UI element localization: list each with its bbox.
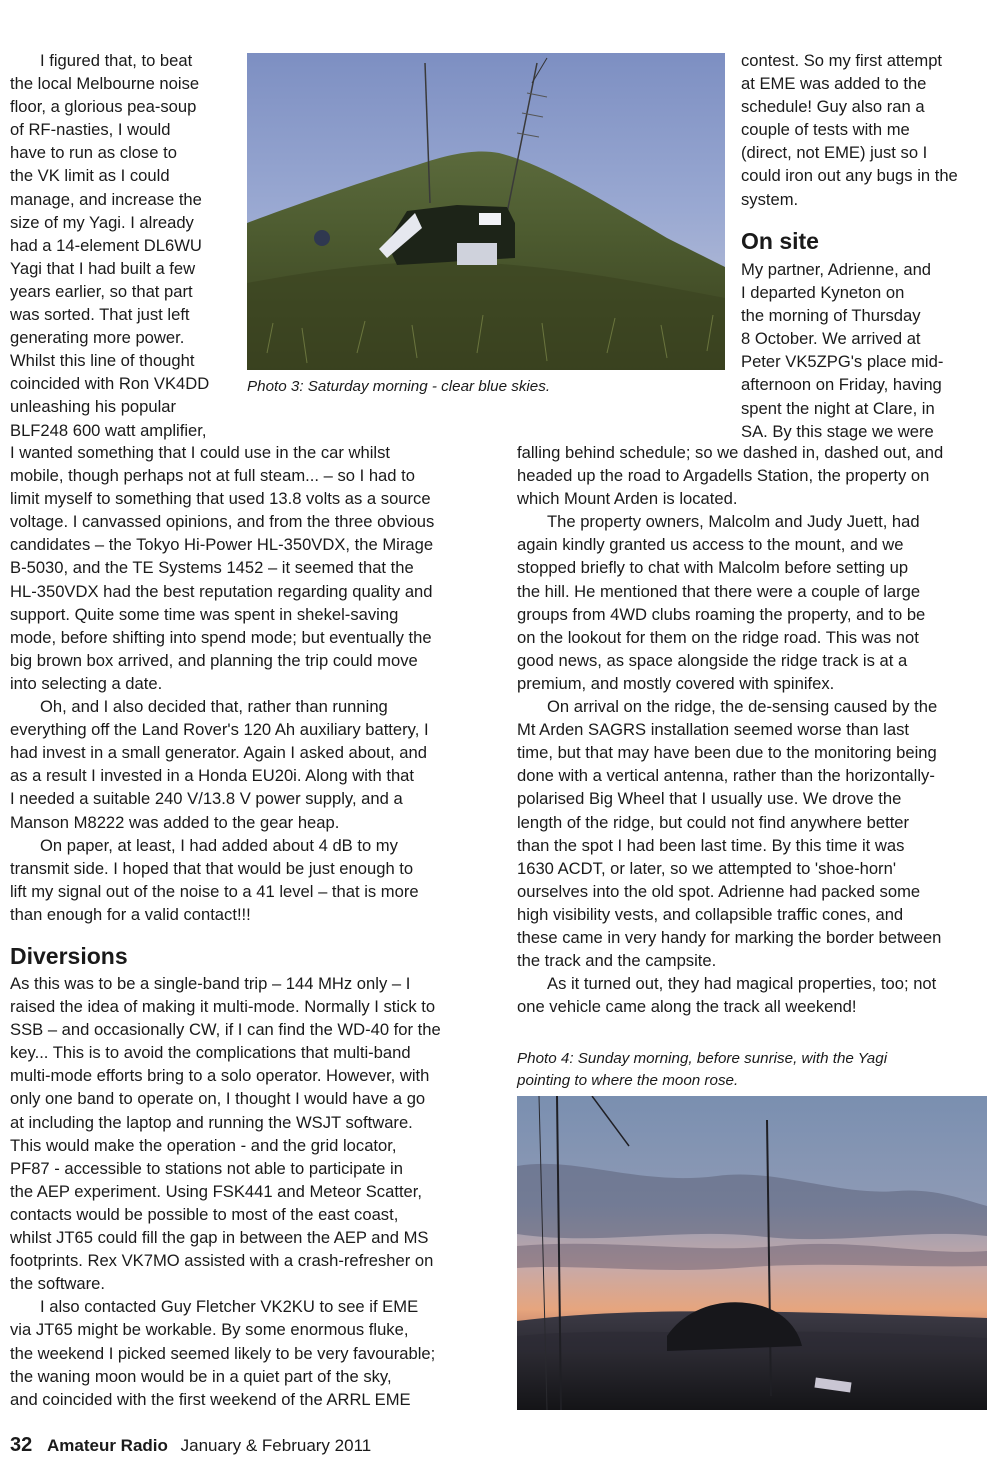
- text-line: couple of tests with me: [741, 120, 910, 140]
- text-line: good news, as space alongside the ridge track is at a: [517, 650, 908, 670]
- text-line: transmit side. I hoped that that would be just enough to: [10, 858, 414, 878]
- text-line: I also contacted Guy Fletcher VK2KU to see if EME: [40, 1297, 419, 1317]
- text-line: mobile, though perhaps not at full steam... – so I had to: [10, 466, 415, 486]
- text-line: floor, a glorious pea-soup: [10, 97, 197, 117]
- text-line: lift my signal out of the noise to a 41 level – that is more: [10, 881, 419, 901]
- text-line: Mt Arden SAGRS installation seemed worse than last: [517, 720, 909, 740]
- text-line: as a result I invested in a Honda EU20i. Along with that: [10, 766, 415, 786]
- photo-3-caption: Photo 3: Saturday morning - clear blue skies.: [247, 378, 551, 395]
- text-line: falling behind schedule; so we dashed in, dashed out, and: [517, 443, 944, 462]
- page-footer: [10, 1433, 371, 1458]
- text-line: length of the ridge, but could not find anywhere better: [517, 812, 910, 832]
- text-line: could iron out any bugs in the: [741, 166, 958, 186]
- left-column-bottom-text: [10, 972, 490, 1411]
- text-line: headed up the road to Argadells Station, the property on: [517, 466, 930, 486]
- text-line: support. Quite some time was spent in shekel-saving: [10, 604, 399, 624]
- text-line: This would make the operation - and the grid locator,: [10, 1135, 397, 1155]
- text-line: stopped briefly to chat with Malcolm before setting up: [517, 558, 909, 578]
- diversions-heading: Diversions: [10, 943, 128, 969]
- text-line: Oh, and I also decided that, rather than running: [40, 697, 388, 717]
- text-line: HL-350VDX had the best reputation regarding quality and: [10, 581, 433, 601]
- text-line: years earlier, so that part: [10, 281, 193, 301]
- text-line: the waning moon would be in a quiet part of the sky,: [10, 1366, 392, 1386]
- text-line: spent the night at Clare, in: [741, 398, 935, 418]
- text-line: the morning of Thursday: [741, 306, 921, 326]
- text-line: premium, and mostly covered with spinifex.: [517, 673, 835, 693]
- text-line: on the lookout for them on the ridge road. This was not: [517, 627, 919, 647]
- text-line: I wanted something that I could use in the car whilst: [10, 443, 391, 462]
- text-line: I needed a suitable 240 V/13.8 V power supply, and a: [10, 789, 403, 809]
- text-line: was sorted. That just left: [10, 305, 190, 325]
- right-column-mid-text: [741, 258, 991, 443]
- text-line: at EME was added to the: [741, 74, 927, 94]
- text-line: only one band to operate on, I thought I would have a go: [10, 1089, 426, 1109]
- text-line: which Mount Arden is located.: [517, 489, 738, 509]
- text-line: SA. By this stage we were: [741, 421, 934, 441]
- text-line: again kindly granted us access to the mount, and we: [517, 535, 904, 555]
- photo-4-caption-line1: Photo 4: Sunday morning, before sunrise, with the Yagi: [517, 1050, 888, 1067]
- text-line: the hill. He mentioned that there were a couple of large: [517, 581, 921, 601]
- text-line: one vehicle came along the track all weekend!: [517, 997, 857, 1017]
- text-line: Manson M8222 was added to the gear heap.: [10, 812, 340, 832]
- issue-date: January & February 2011: [180, 1436, 372, 1455]
- text-line: I departed Kyneton on: [741, 283, 905, 303]
- text-line: than enough for a valid contact!!!: [10, 904, 251, 924]
- magazine-name: Amateur Radio: [46, 1436, 168, 1455]
- text-line: On paper, at least, I had added about 4 dB to my: [40, 835, 398, 855]
- text-line: into selecting a date.: [10, 673, 163, 693]
- text-line: the weekend I picked seemed likely to be very favourable;: [10, 1343, 436, 1363]
- text-line: everything off the Land Rover's 120 Ah auxiliary battery, I: [10, 720, 429, 740]
- text-line: Peter VK5ZPG's place mid-: [741, 352, 944, 372]
- text-line: big brown box arrived, and planning the trip could move: [10, 650, 418, 670]
- text-line: footprints. Rex VK7MO assisted with a crash-refresher on: [10, 1251, 434, 1271]
- text-line: I figured that, to beat: [40, 51, 193, 70]
- text-line: 8 October. We arrived at: [741, 329, 921, 349]
- text-line: had a 14-element DL6WU: [10, 235, 202, 255]
- text-line: Whilst this line of thought: [10, 351, 195, 371]
- text-line: candidates – the Tokyo Hi-Power HL-350VDX, the Mirage: [10, 535, 434, 555]
- right-column-top-text: [741, 49, 991, 211]
- text-line: On arrival on the ridge, the de-sensing caused by the: [547, 697, 938, 717]
- text-line: As it turned out, they had magical properties, too; not: [547, 974, 937, 994]
- text-line: coincided with Ron VK4DD: [10, 374, 210, 394]
- text-line: (direct, not EME) just so I: [741, 143, 928, 163]
- photo-4-sunrise-yagi: [517, 1096, 987, 1410]
- text-line: the software.: [10, 1274, 106, 1294]
- text-line: raised the idea of making it multi-mode. Normally I stick to: [10, 997, 436, 1017]
- text-line: size of my Yagi. I already: [10, 212, 194, 232]
- text-line: limit myself to something that used 13.8 volts as a source: [10, 489, 431, 509]
- left-column-main-text: [10, 441, 490, 926]
- text-line: the track and the campsite.: [517, 951, 717, 971]
- text-line: The property owners, Malcolm and Judy Juett, had: [547, 512, 920, 532]
- text-line: have to run as close to: [10, 143, 177, 163]
- text-line: had invest in a small generator. Again I asked about, and: [10, 743, 427, 763]
- text-line: generating more power.: [10, 328, 185, 348]
- photo-4-caption-line2: pointing to where the moon rose.: [517, 1072, 739, 1089]
- text-line: BLF248 600 watt amplifier,: [10, 420, 207, 440]
- photo-3-landrover-on-ridge: [247, 53, 725, 370]
- text-line: at including the laptop and running the WSJT software.: [10, 1112, 413, 1132]
- text-line: schedule! Guy also ran a: [741, 97, 925, 117]
- text-line: multi-mode efforts bring to a solo operator. However, with: [10, 1066, 430, 1086]
- text-line: than the spot I had been last time. By this time it was: [517, 835, 905, 855]
- text-line: high visibility vests, and collapsible traffic cones, and: [517, 904, 904, 924]
- text-line: whilst JT65 could fill the gap in between the AEP and MS: [10, 1228, 429, 1248]
- text-line: contest. So my first attempt: [741, 51, 943, 70]
- text-line: voltage. I canvassed opinions, and from the three obvious: [10, 512, 435, 532]
- text-line: My partner, Adrienne, and: [741, 260, 932, 279]
- page-number: 32: [10, 1434, 33, 1456]
- text-line: afternoon on Friday, having: [741, 375, 942, 395]
- text-line: key... This is to avoid the complications that multi-band: [10, 1043, 411, 1063]
- text-line: Yagi that I had built a few: [10, 258, 196, 278]
- text-line: via JT65 might be workable. By some enormous fluke,: [10, 1320, 409, 1340]
- text-line: PF87 - accessible to stations not able to participate in: [10, 1158, 403, 1178]
- text-line: As this was to be a single-band trip – 144 MHz only – I: [10, 974, 411, 993]
- text-line: polarised Big Wheel that I usually use. We drove the: [517, 789, 902, 809]
- right-column-main-text: [517, 441, 992, 1018]
- text-line: time, but that may have been due to the monitoring being: [517, 743, 937, 763]
- text-line: the local Melbourne noise: [10, 74, 200, 94]
- text-line: B-5030, and the TE Systems 1452 – it seemed that the: [10, 558, 414, 578]
- left-column-top-text: [10, 49, 238, 442]
- text-line: mode, before shifting into spend mode; but eventually the: [10, 627, 432, 647]
- text-line: manage, and increase the: [10, 189, 202, 209]
- text-line: contacts would be possible to most of the east coast,: [10, 1204, 399, 1224]
- text-line: system.: [741, 189, 799, 209]
- text-line: ourselves into the old spot. Adrienne had packed some: [517, 881, 921, 901]
- text-line: 1630 ACDT, or later, so we attempted to 'shoe-horn': [517, 858, 896, 878]
- onsite-heading: On site: [741, 228, 819, 254]
- text-line: the AEP experiment. Using FSK441 and Meteor Scatter,: [10, 1181, 422, 1201]
- text-line: unleashing his popular: [10, 397, 177, 417]
- text-line: these came in very handy for marking the border between: [517, 927, 942, 947]
- text-line: SSB – and occasionally CW, if I can find the WD-40 for the: [10, 1020, 441, 1040]
- text-line: of RF-nasties, I would: [10, 120, 171, 140]
- text-line: and coincided with the first weekend of the ARRL EME: [10, 1389, 411, 1409]
- text-line: done with a vertical antenna, rather than the horizontally-: [517, 766, 935, 786]
- text-line: the VK limit as I could: [10, 166, 170, 186]
- text-line: groups from 4WD clubs roaming the property, and to be: [517, 604, 926, 624]
